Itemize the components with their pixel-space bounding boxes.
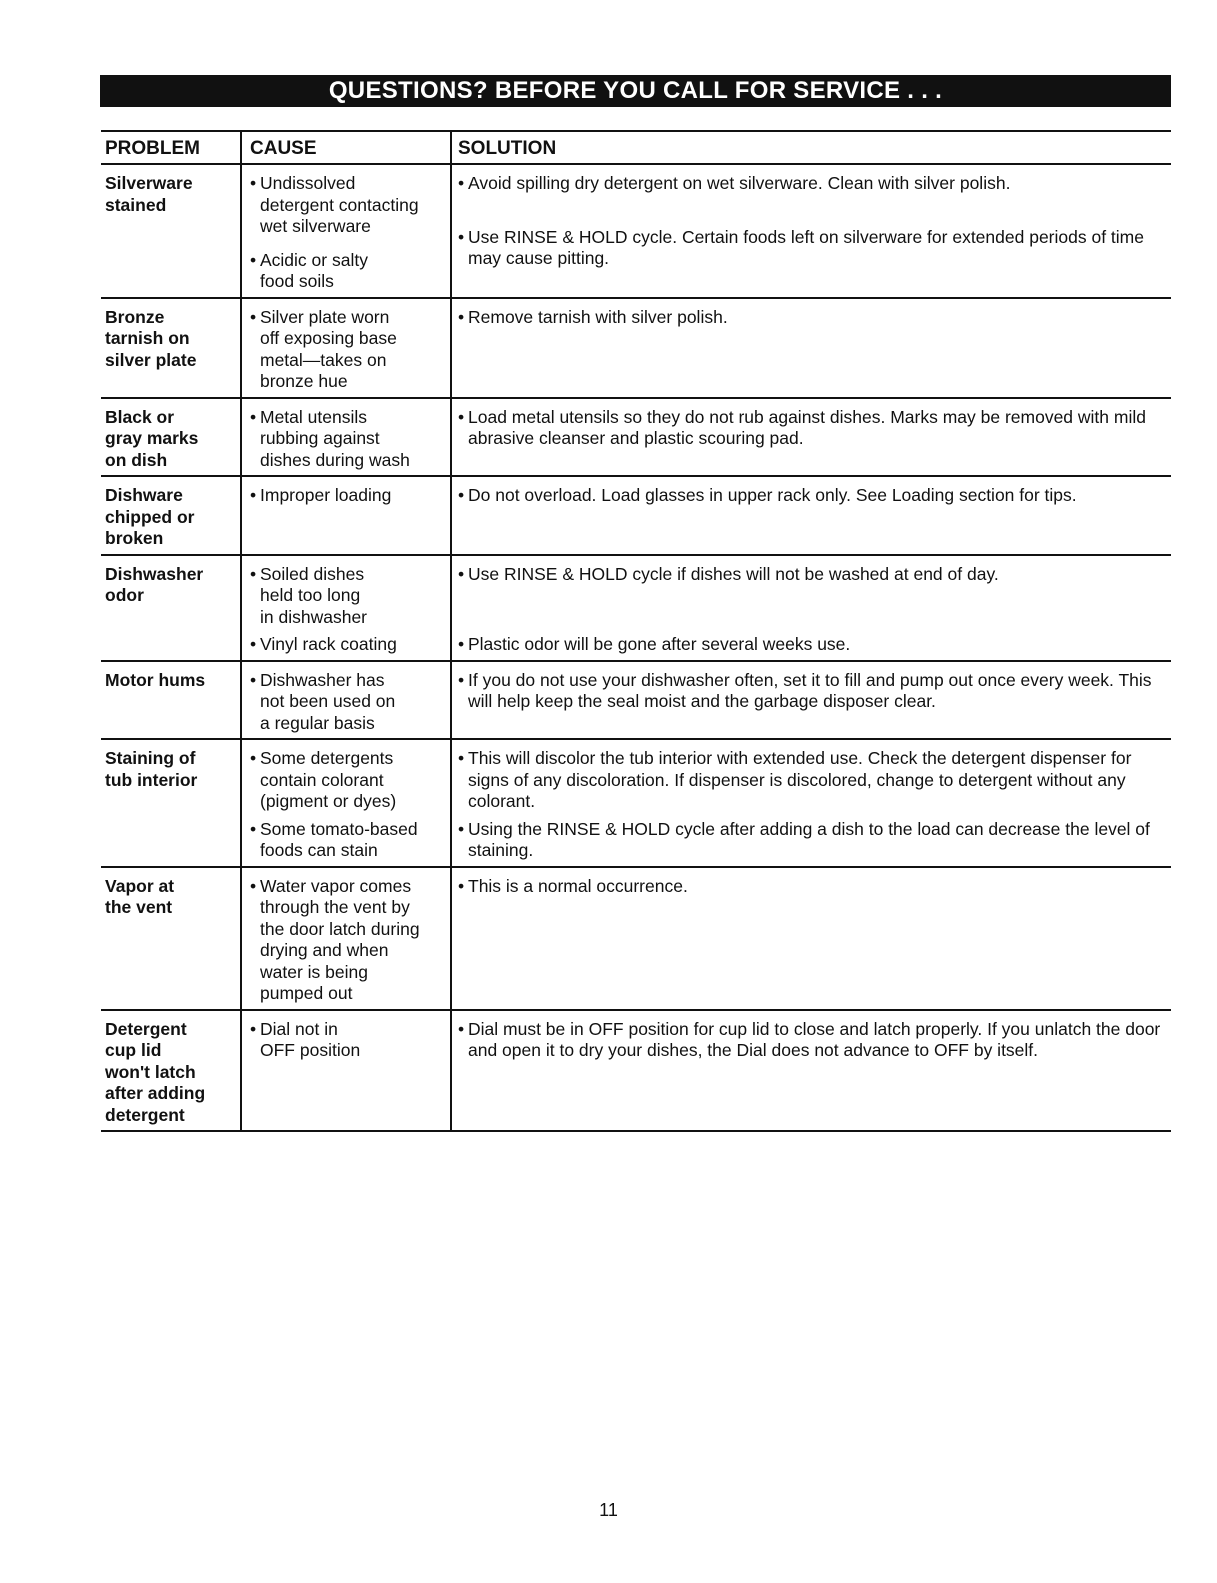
solution-item: • This will discolor the tub interior with extended use. Check the detergent dispenser for signs of any discoloration. If dispenser is discolored, change to detergent without any colorant. xyxy=(458,748,1165,813)
solution-item: • This is a normal occurrence. xyxy=(458,876,1165,898)
cause-item: • Metal utensils rubbing against dishes during wash xyxy=(250,407,444,472)
cause-item: • Some tomato-based foods can stain xyxy=(250,819,444,862)
cause-item: • Acidic or salty food soils xyxy=(250,250,444,293)
problem-cell: Staining of tub interior xyxy=(101,739,241,867)
table-row xyxy=(101,398,1171,477)
solution-cell xyxy=(451,661,1171,740)
cause-cell xyxy=(241,298,451,398)
cause-cell xyxy=(241,739,451,867)
table-row xyxy=(101,661,1171,740)
cause-item: • Dial not in OFF position xyxy=(250,1019,444,1062)
problem-cell: Motor hums xyxy=(101,661,241,740)
solution-item: • If you do not use your dishwasher often, set it to fill and pump out once every week. This will help keep the seal moist and the garbage disposer clear. xyxy=(458,670,1165,713)
solution-cell xyxy=(451,164,1171,298)
solution-cell xyxy=(451,867,1171,1010)
problem-cell: Dishwasher odor xyxy=(101,555,241,661)
cause-item: • Water vapor comes through the vent by the door latch during drying and when water is being pumped out xyxy=(250,876,444,1005)
table-row xyxy=(101,555,1171,661)
cause-cell xyxy=(241,555,451,661)
cause-cell xyxy=(241,398,451,477)
cause-item: • Vinyl rack coating xyxy=(250,634,444,656)
solution-item: • Dial must be in OFF position for cup lid to close and latch properly. If you unlatch the door and open it to dry your dishes, the Dial does not advance to OFF by itself. xyxy=(458,1019,1165,1062)
solution-cell xyxy=(451,398,1171,477)
problem-cell: Dishware chipped or broken xyxy=(101,476,241,555)
solution-item: • Do not overload. Load glasses in upper rack only. See Loading section for tips. xyxy=(458,485,1165,507)
solution-cell xyxy=(451,1010,1171,1132)
cause-cell xyxy=(241,1010,451,1132)
cause-cell xyxy=(241,476,451,555)
solution-item: • Load metal utensils so they do not rub against dishes. Marks may be removed with mild abrasive cleanser and plastic scouring pad. xyxy=(458,407,1165,450)
cause-cell xyxy=(241,867,451,1010)
problem-cell: Bronze tarnish on silver plate xyxy=(101,298,241,398)
cause-cell xyxy=(241,661,451,740)
problem-cell: Detergent cup lid won't latch after adding detergent xyxy=(101,1010,241,1132)
cause-cell xyxy=(241,164,451,298)
cause-item: • Improper loading xyxy=(250,485,444,507)
problem-cell: Black or gray marks on dish xyxy=(101,398,241,477)
solution-cell xyxy=(451,739,1171,867)
table-row xyxy=(101,476,1171,555)
problem-cell: Silverware stained xyxy=(101,164,241,298)
cause-item: • Undissolved detergent contacting wet silverware xyxy=(250,173,444,238)
cause-item: • Silver plate worn off exposing base metal—takes on bronze hue xyxy=(250,307,444,393)
page-title-banner: QUESTIONS? BEFORE YOU CALL FOR SERVICE . . . xyxy=(100,75,1171,107)
table-header-row xyxy=(101,131,1171,164)
solution-item: • Use RINSE & HOLD cycle. Certain foods left on silverware for extended periods of time may cause pitting. xyxy=(458,227,1165,270)
problem-column-header: PROBLEM xyxy=(101,131,241,164)
solution-item: • Using the RINSE & HOLD cycle after adding a dish to the load can decrease the level of staining. xyxy=(458,819,1165,862)
table-row xyxy=(101,1010,1171,1132)
troubleshooting-table xyxy=(101,130,1171,1132)
solution-cell xyxy=(451,555,1171,661)
cause-item: • Soiled dishes held too long in dishwasher xyxy=(250,564,444,629)
table-row xyxy=(101,298,1171,398)
solution-item: • Remove tarnish with silver polish. xyxy=(458,307,1165,329)
solution-item: • Avoid spilling dry detergent on wet silverware. Clean with silver polish. xyxy=(458,173,1165,195)
solution-item: • Plastic odor will be gone after several weeks use. xyxy=(458,634,1165,656)
problem-cell: Vapor at the vent xyxy=(101,867,241,1010)
cause-column-header: CAUSE xyxy=(241,131,451,164)
page-number: 11 xyxy=(599,1500,618,1520)
solution-cell xyxy=(451,476,1171,555)
solution-column-header: SOLUTION xyxy=(451,131,1171,164)
table-row xyxy=(101,739,1171,867)
solution-cell xyxy=(451,298,1171,398)
cause-item: • Some detergents contain colorant (pigment or dyes) xyxy=(250,748,444,813)
solution-item: • Use RINSE & HOLD cycle if dishes will not be washed at end of day. xyxy=(458,564,1165,586)
table-row xyxy=(101,867,1171,1010)
table-row xyxy=(101,164,1171,298)
cause-item: • Dishwasher has not been used on a regular basis xyxy=(250,670,444,735)
